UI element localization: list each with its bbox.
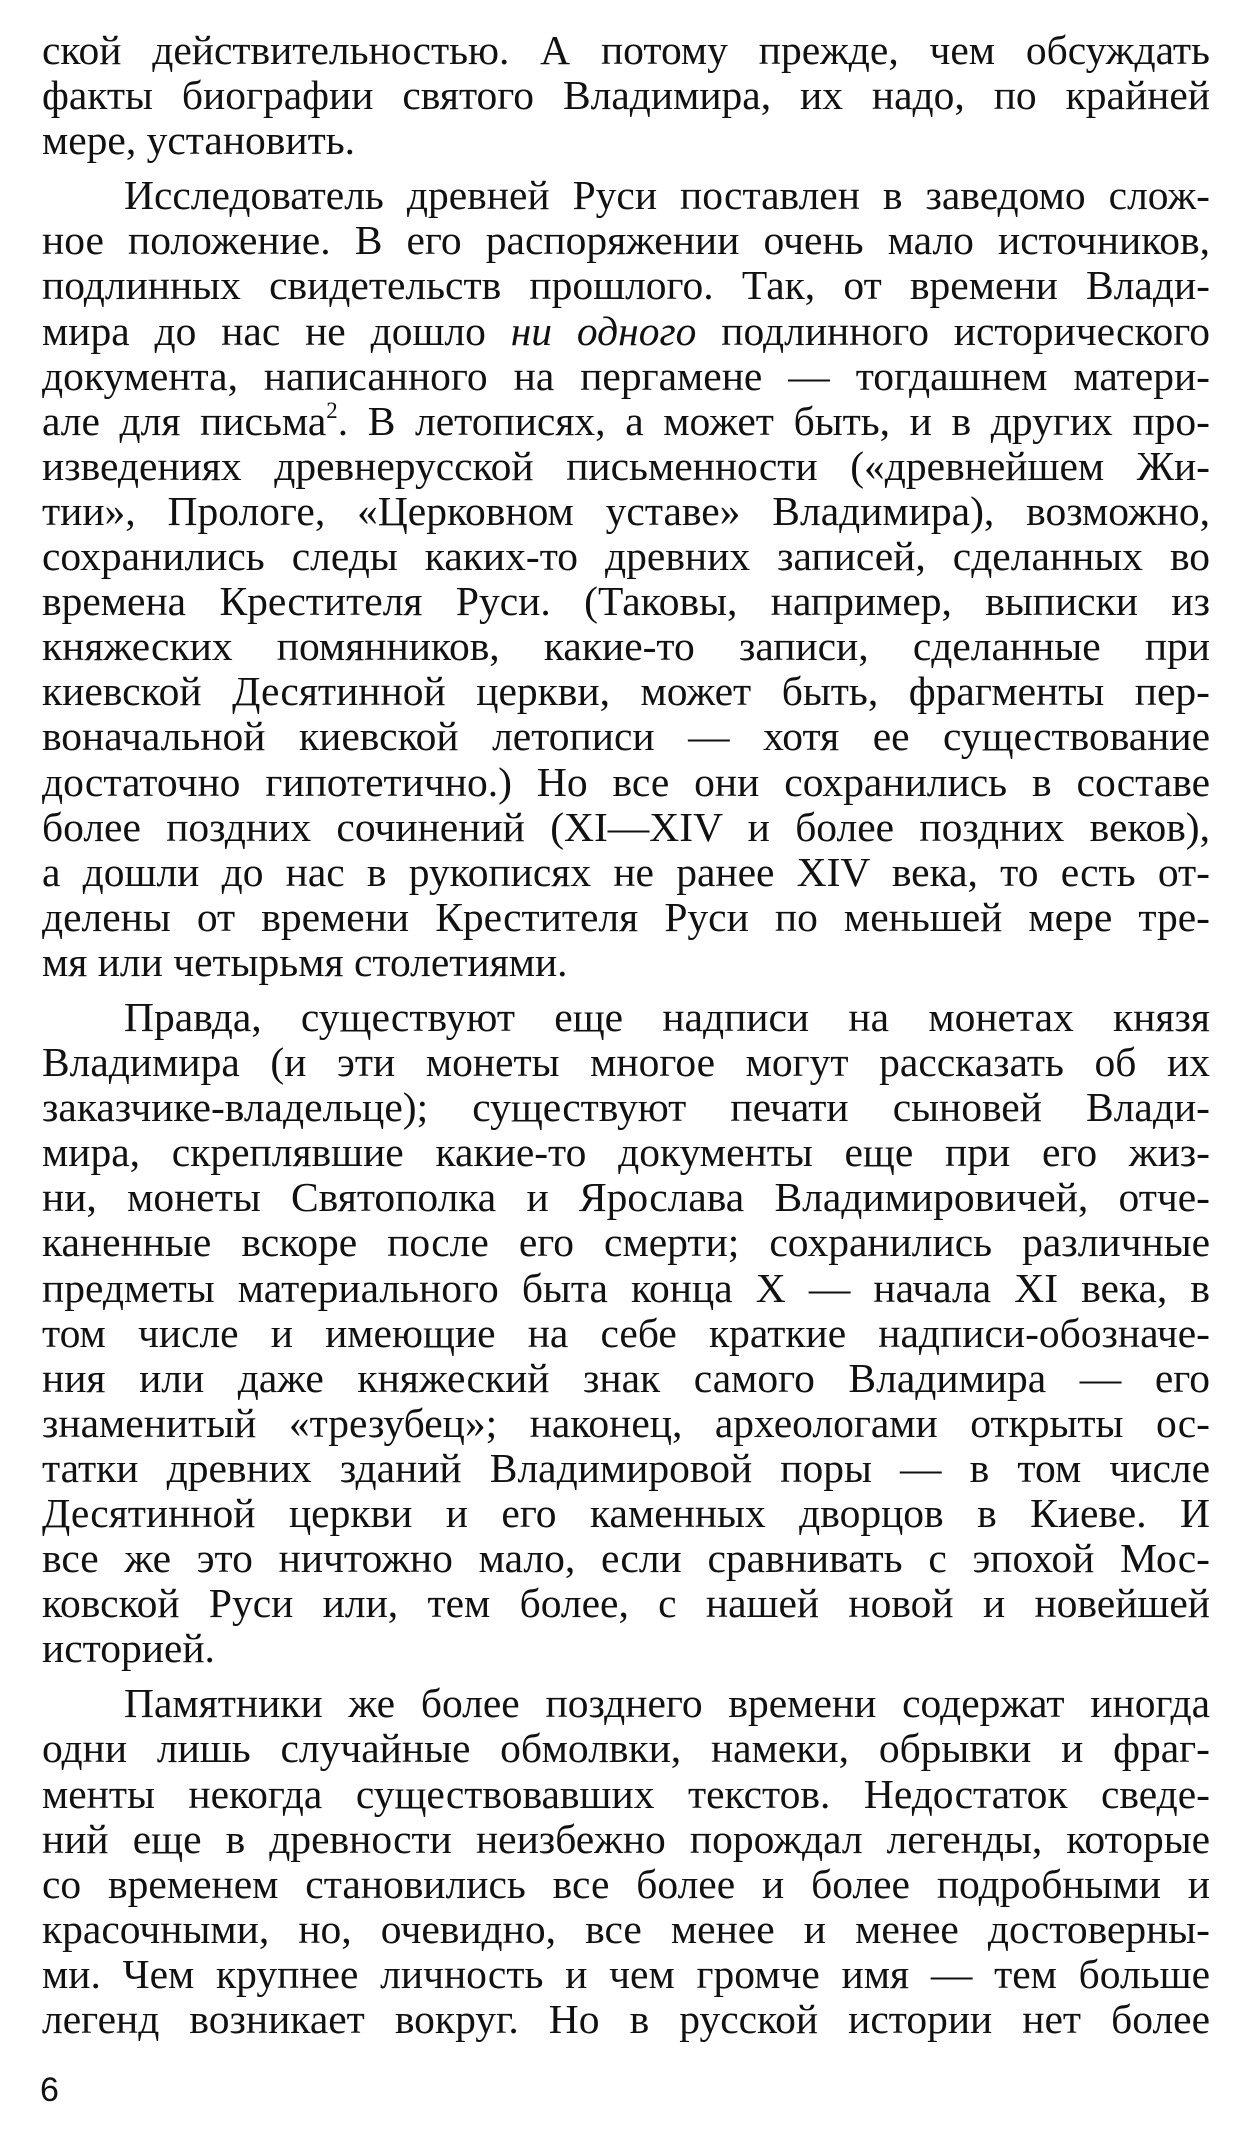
text-line: заказчике-владельце); существуют печати сыновей Влади- (42, 1084, 1210, 1131)
text-line: менты некогда существовавших текстов. Недостаток сведе- (42, 1770, 1210, 1817)
text-line: киевской Десятинной церкви, может быть, фрагменты пер- (42, 668, 1210, 715)
text-line: легенд возникает вокруг. Но в русской истории нет более (42, 1996, 1210, 2043)
text-line: Владимира (и эти монеты многое могут рассказать об их (42, 1039, 1210, 1086)
page-number: 6 (40, 2071, 59, 2109)
text-line: сохранились следы каких-то древних записей, сделанных во (42, 533, 1210, 580)
text-line: предметы материального быта конца X — начала XI века, в (42, 1264, 1210, 1311)
text-line: ковской Руси или, тем более, с нашей новой и новейшей (42, 1580, 1210, 1627)
text-line: документа, написанного на пергамене — тогдашнем матери- (42, 352, 1210, 399)
text-line: достаточно гипотетично.) Но все они сохранились в составе (42, 758, 1210, 805)
paragraph-1 (42, 28, 1210, 163)
text-line: факты биографии святого Владимира, их надо, по крайней (42, 72, 1210, 119)
text-line: мере, установить. (42, 117, 356, 164)
text-line: княжеских помянников, какие-то записи, сделанные при (42, 623, 1210, 670)
book-page-text (42, 28, 1210, 2042)
text-line: а дошли до нас в рукописях не ранее XIV века, то есть от- (42, 848, 1210, 895)
text-line: мира, скреплявшие какие-то документы еще при его жиз- (42, 1129, 1210, 1176)
emphasis: ни одного (510, 307, 697, 354)
text-line: воначальной киевской летописи — хотя ее существование (42, 713, 1210, 760)
text-line: тии», Прологе, «Церковном уставе» Владимира), возможно, (42, 487, 1210, 534)
text-line: татки древних зданий Владимировой поры — в том числе (42, 1444, 1210, 1491)
text-line: изведениях древнерусской письменности («древнейшем Жи- (42, 442, 1210, 489)
footnote-ref: 2 (326, 397, 338, 423)
text-line: более поздних сочинений (XI—XIV и более поздних веков), (42, 803, 1210, 850)
paragraph-3 (42, 995, 1210, 1671)
text-line: том числе и имеющие на себе краткие надписи-обозначе- (42, 1309, 1210, 1356)
text-line: мира до нас не дошло ни одного подлинного исторического (42, 307, 1211, 354)
text-line: але для письма$^2$. В летописях, а может быть, и в других про- (42, 397, 1210, 444)
text-line: Памятники же более позднего времени содержат иногда (124, 1680, 1210, 1727)
text-line: времена Крестителя Руси. (Таковы, например, выписки из (42, 578, 1210, 625)
text-line: ния или даже княжеский знак самого Владимира — его (42, 1354, 1210, 1401)
text-line: ний еще в древности неизбежно порождал легенды, которые (42, 1815, 1210, 1862)
paragraph-2 (42, 173, 1210, 985)
paragraph-4 (42, 1681, 1210, 2042)
text-line: красочными, но, очевидно, все менее и менее достоверны- (42, 1905, 1210, 1952)
text-line: одни лишь случайные обмолвки, намеки, обрывки и фраг- (42, 1725, 1210, 1772)
text-line: ми. Чем крупнее личность и чем громче имя — тем больше (42, 1950, 1210, 1997)
text-line: делены от времени Крестителя Руси по меньшей мере тре- (42, 893, 1210, 940)
text-line: мя или четырьмя столетиями. (42, 938, 568, 985)
text-line: Десятинной церкви и его каменных дворцов в Киеве. И (42, 1490, 1210, 1536)
text-line: ни, монеты Святополка и Ярослава Владимировичей, отче- (42, 1174, 1210, 1221)
text-line: знаменитый «трезубец»; наконец, археологами открыты ос- (42, 1399, 1210, 1446)
text-line: подлинных свидетельств прошлого. Так, от времени Влади- (42, 262, 1210, 309)
text-line: каненные вскоре после его смерти; сохранились различные (42, 1219, 1210, 1266)
text-line: ное положение. В его распоряжении очень мало источников, (42, 217, 1210, 264)
text-line: Исследователь древней Руси поставлен в заведомо слож- (124, 172, 1210, 219)
text-line: ской действительностью. А потому прежде, чем обсуждать (42, 27, 1210, 73)
text-line: историей. (42, 1625, 215, 1672)
text-line: со временем становились все более и более подробными и (42, 1860, 1210, 1907)
text-line: Правда, существуют еще надписи на монетах князя (124, 993, 1210, 1040)
text-line: все же это ничтожно мало, если сравнивать с эпохой Мос- (42, 1535, 1210, 1582)
